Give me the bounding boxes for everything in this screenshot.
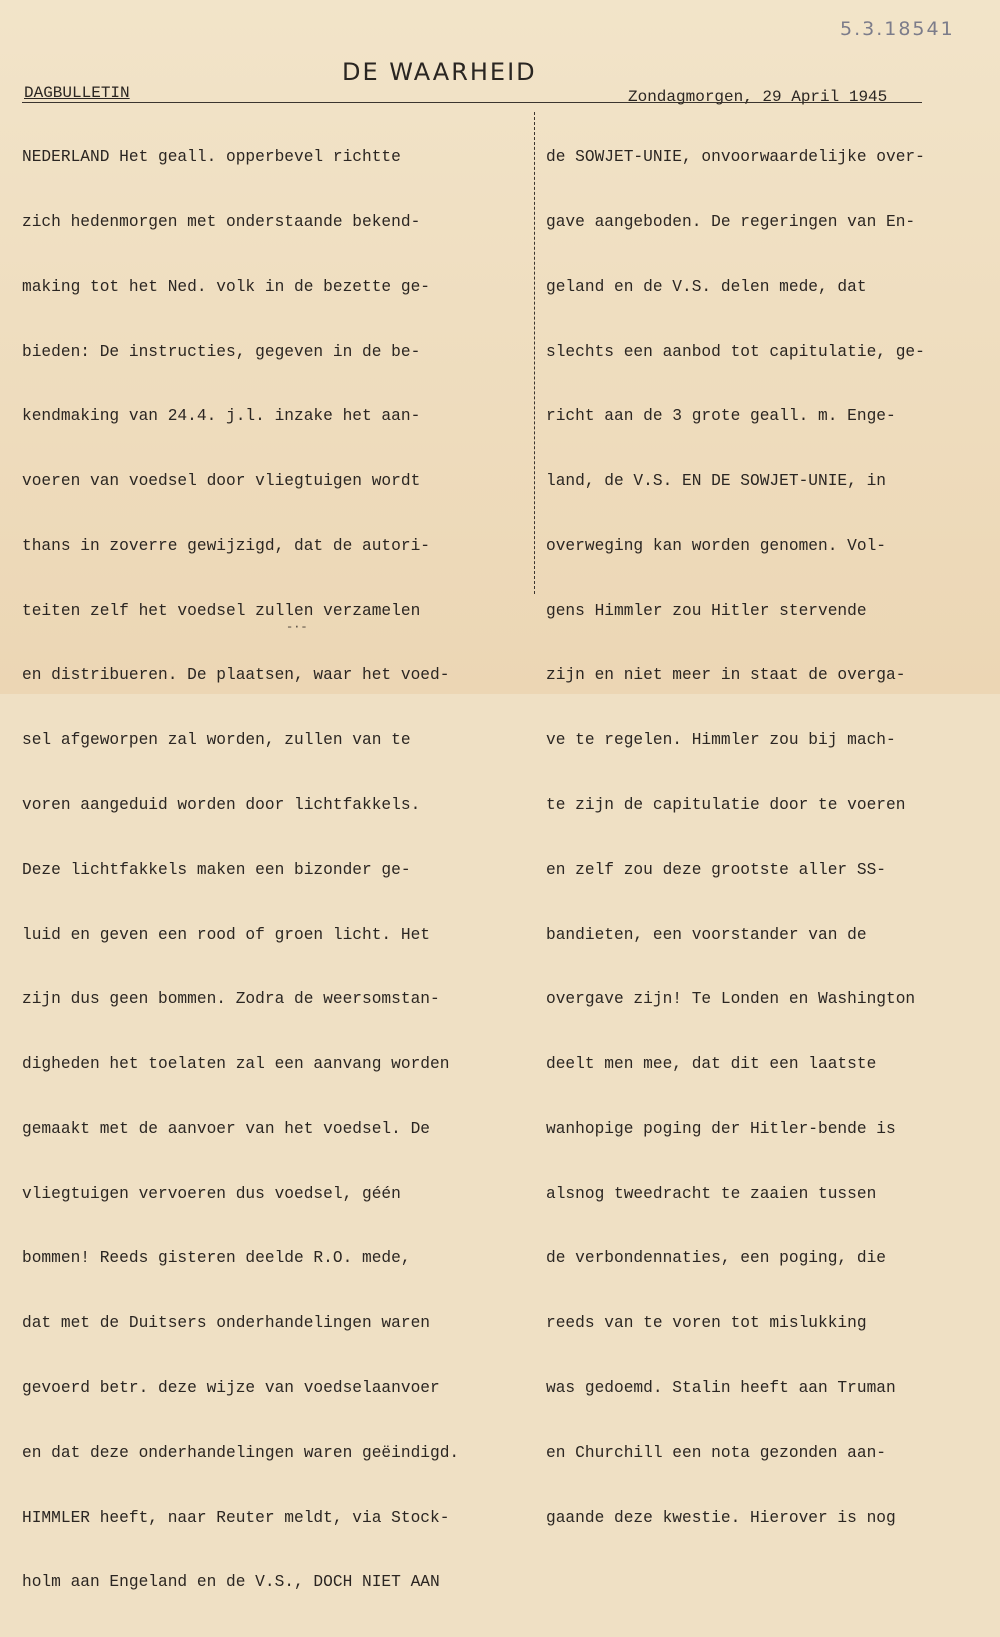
text-line: voren aangeduid worden door lichtfakkels. bbox=[22, 796, 421, 814]
text-line: NEDERLAND Het geall. opperbevel richtte bbox=[22, 148, 401, 167]
text-line: en distribueren. De plaatsen, waar het voed- bbox=[22, 666, 450, 685]
text-line: gaande deze kwestie. Hierover is nog bbox=[546, 1508, 896, 1527]
text-line: dat met de Duitsers onderhandelingen waren bbox=[22, 1314, 430, 1333]
text-line: bandieten, een voorstander van de bbox=[546, 925, 867, 944]
text-line: gemaakt met de aanvoer van het voedsel. De bbox=[22, 1119, 430, 1138]
text-line: overweging kan worden genomen. Vol- bbox=[546, 536, 886, 555]
text-line: gens Himmler zou Hitler stervende bbox=[546, 601, 867, 620]
text-line: geland en de V.S. delen mede, dat bbox=[546, 277, 867, 296]
text-line: land, de V.S. EN DE SOWJET-UNIE, in bbox=[546, 472, 886, 491]
bulletin-label: DAGBULLETIN bbox=[24, 84, 130, 102]
header-rule bbox=[22, 102, 922, 103]
column-divider bbox=[534, 112, 535, 594]
text-line: zijn dus geen bommen. Zodra de weersomstan- bbox=[22, 990, 440, 1009]
text-line: ve te regelen. Himmler zou bij mach- bbox=[546, 731, 896, 750]
text-line: reeds van te voren tot mislukking bbox=[546, 1314, 867, 1333]
text-line: deelt men mee, dat dit een laatste bbox=[546, 1055, 877, 1074]
archive-number: 5.3.18541 bbox=[840, 18, 955, 40]
text-line: en zelf zou deze grootste aller SS- bbox=[546, 860, 886, 879]
text-line: richt aan de 3 grote geall. m. Enge- bbox=[546, 407, 896, 426]
text-line: thans in zoverre gewijzigd, dat de autori- bbox=[22, 536, 430, 555]
text-line: bommen! Reeds gisteren deelde R.O. mede, bbox=[22, 1249, 411, 1268]
text-line: te zijn de capitulatie door te voeren bbox=[546, 796, 906, 814]
text-line: alsnog tweedracht te zaaien tussen bbox=[546, 1184, 877, 1203]
text-line: de SOWJET-UNIE, onvoorwaardelijke over- bbox=[546, 148, 925, 167]
text-line: teiten zelf het voedsel zullen verzamelen bbox=[22, 601, 421, 620]
text-line: overgave zijn! Te Londen en Washington bbox=[546, 990, 916, 1009]
text-line: en dat deze onderhandelingen waren geëindigd. bbox=[22, 1443, 460, 1462]
text-line: voeren van voedsel door vliegtuigen wordt bbox=[22, 472, 421, 491]
text-line: vliegtuigen vervoeren dus voedsel, géén bbox=[22, 1184, 401, 1203]
text-line: was gedoemd. Stalin heeft aan Truman bbox=[546, 1379, 896, 1398]
text-line: luid en geven een rood of groen licht. Het bbox=[22, 925, 430, 944]
text-line: slechts een aanbod tot capitulatie, ge- bbox=[546, 342, 925, 361]
text-line: sel afgeworpen zal worden, zullen van te bbox=[22, 731, 411, 750]
text-line: making tot het Ned. volk in de bezette ge- bbox=[22, 277, 430, 296]
text-line: gevoerd betr. deze wijze van voedselaanvoer bbox=[22, 1379, 440, 1398]
text-line: zich hedenmorgen met onderstaande bekend- bbox=[22, 212, 421, 231]
text-line: digheden het toelaten zal een aanvang worden bbox=[22, 1055, 450, 1074]
right-column bbox=[546, 104, 925, 1572]
text-line: gave aangeboden. De regeringen van En- bbox=[546, 212, 916, 231]
newspaper-title: DE WAARHEID bbox=[342, 58, 537, 86]
text-line: zijn en niet meer in staat de overga- bbox=[546, 666, 906, 685]
text-line: Deze lichtfakkels maken een bizonder ge- bbox=[22, 860, 411, 879]
left-column bbox=[22, 104, 459, 1637]
bulletin-date: Zondagmorgen, 29 April 1945 bbox=[628, 88, 888, 106]
text-line: kendmaking van 24.4. j.l. inzake het aan- bbox=[22, 407, 421, 426]
text-line: holm aan Engeland en de V.S., DOCH NIET AAN bbox=[22, 1573, 440, 1592]
text-line: bieden: De instructies, gegeven in de be- bbox=[22, 342, 421, 361]
text-line: de verbondennaties, een poging, die bbox=[546, 1249, 886, 1268]
text-line: HIMMLER heeft, naar Reuter meldt, via Stock- bbox=[22, 1508, 450, 1527]
text-line: en Churchill een nota gezonden aan- bbox=[546, 1443, 886, 1462]
page-mark-icon: -·- bbox=[286, 620, 308, 634]
text-line: wanhopige poging der Hitler-bende is bbox=[546, 1119, 896, 1138]
